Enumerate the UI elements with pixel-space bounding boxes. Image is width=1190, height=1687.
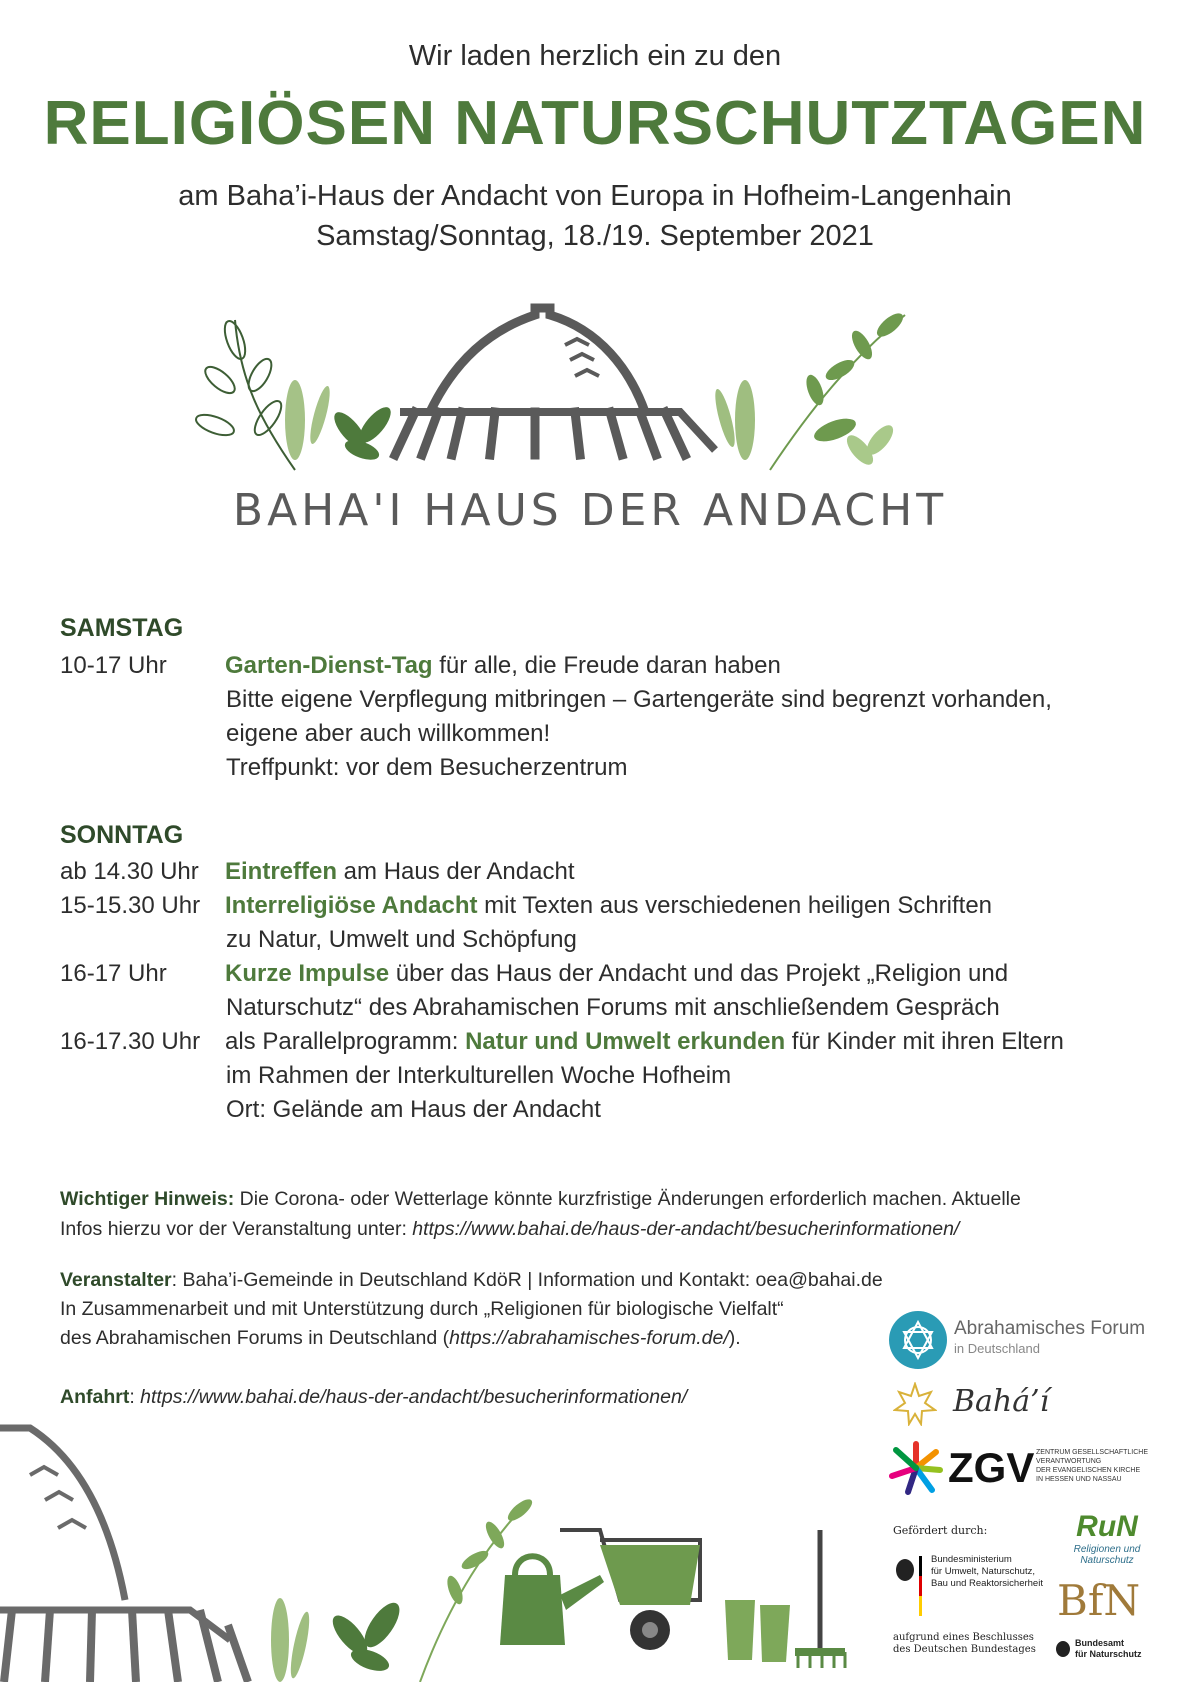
bahai-logo xyxy=(893,1380,1053,1430)
bundestag-text xyxy=(893,1632,1036,1656)
nine-pointed-star-icon xyxy=(893,1382,937,1426)
sunday-highlight: Interreligiöse Andacht xyxy=(225,892,478,919)
location-text: am Baha’i-Haus der Andacht von Europa in Hofheim-Langenhain xyxy=(178,180,1012,212)
sunday-time: 15-15.30 Uhr xyxy=(60,892,201,919)
organizer-line3-post: ). xyxy=(728,1327,741,1349)
zgv-sub-line: VERANTWORTUNG xyxy=(1036,1458,1102,1465)
abraham-line1: Abrahamisches Forum xyxy=(954,1318,1146,1339)
run-logo xyxy=(1062,1510,1152,1570)
zgv-subtext xyxy=(1036,1448,1148,1484)
directions-sep: : xyxy=(129,1386,141,1408)
notice-text: Die Corona- oder Wetterlage könnte kurzfristige Änderungen erforderlich machen. Aktuelle xyxy=(234,1188,1021,1210)
bmu-line: für Umwelt, Naturschutz, xyxy=(931,1566,1035,1577)
run-sub-line: Religionen und xyxy=(1073,1544,1141,1555)
notice-label: Wichtiger Hinweis: xyxy=(60,1188,235,1210)
bottom-garden-illustration xyxy=(0,1420,880,1682)
page-title: RELIGIÖSEN NATURSCHUTZTAGEN xyxy=(43,89,1147,158)
sunday-time: 16-17.30 Uhr xyxy=(60,1028,201,1055)
abraham-line2: in Deutschland xyxy=(954,1341,1040,1356)
zgv-logo xyxy=(888,1440,1153,1500)
bmu-text xyxy=(931,1554,1043,1590)
sunday-highlight: Natur und Umwelt erkunden xyxy=(465,1028,786,1055)
run-sub-line: Naturschutz xyxy=(1080,1555,1134,1566)
organizer-line2: In Zusammenarbeit und mit Unterstützung durch „Religionen für biologische Vielfalt“ xyxy=(60,1298,784,1320)
organizer-line3 xyxy=(60,1324,960,1353)
organizer-text: : Baha’i-Gemeinde in Deutschland KdöR | Information und Kontakt: oea@bahai.de xyxy=(171,1269,883,1291)
directions-label: Anfahrt xyxy=(60,1386,130,1408)
saturday-time: 10-17 Uhr xyxy=(60,652,167,679)
zgv-sub-line: IN HESSEN UND NASSAU xyxy=(1036,1476,1122,1483)
sunday-item xyxy=(60,889,992,923)
saturday-rest: für alle, die Freude daran haben xyxy=(432,652,781,679)
notice-url-link[interactable]: https://www.bahai.de/haus-der-andacht/besucherinformationen/ xyxy=(412,1218,960,1240)
bfn-logo xyxy=(1055,1578,1150,1678)
run-logo-text: RuN xyxy=(1076,1510,1138,1543)
sunday-pre: als Parallelprogramm: xyxy=(225,1028,466,1055)
sunday-rest: mit Texten aus verschiedenen heiligen Schriften xyxy=(477,892,993,919)
sunday-heading: SONNTAG xyxy=(60,821,184,849)
zgv-sub-line: DER EVANGELISCHEN KIRCHE xyxy=(1036,1467,1141,1474)
directions-url-link[interactable]: https://www.bahai.de/haus-der-andacht/besucherinformationen/ xyxy=(140,1386,688,1408)
intro-text: Wir laden herzlich ein zu den xyxy=(408,40,782,72)
sunday-item xyxy=(60,855,574,889)
notice-line2 xyxy=(60,1215,1140,1244)
sunday-rest: über das Haus der Andacht und das Projekt „Religion und xyxy=(389,960,1009,987)
bundestag-line: des Deutschen Bundestages xyxy=(893,1644,1036,1655)
bfn-sub-line: für Naturschutz xyxy=(1075,1649,1142,1659)
bmu-logo xyxy=(893,1552,1053,1622)
sunday-highlight: Kurze Impulse xyxy=(225,960,390,987)
abrahamisches-forum-logo xyxy=(888,1310,1153,1376)
saturday-highlight: Garten-Dienst-Tag xyxy=(225,652,433,679)
notice-line1 xyxy=(60,1185,1140,1214)
sunday-item xyxy=(60,957,1008,991)
bmu-line: Bundesministerium xyxy=(931,1554,1012,1565)
saturday-line2: Bitte eigene Verpflegung mitbringen – Gartengeräte sind begrenzt vorhanden, xyxy=(226,686,1052,713)
funded-by-label: Gefördert durch: xyxy=(893,1524,988,1537)
bfn-logo-text: BfN xyxy=(1057,1576,1141,1625)
sunday-time: 16-17 Uhr xyxy=(60,960,167,987)
bfn-subtext xyxy=(1075,1638,1142,1660)
sunday-cont: Naturschutz“ des Abrahamischen Forums mit anschließendem Gespräch xyxy=(226,994,1000,1021)
date-text: Samstag/Sonntag, 18./19. September 2021 xyxy=(316,220,874,252)
temple-with-leaves-icon xyxy=(190,300,990,580)
logo-text: BAHA'I HAUS DER ANDACHT xyxy=(232,485,948,536)
sunday-cont: Ort: Gelände am Haus der Andacht xyxy=(226,1096,601,1123)
saturday-line4: Treffpunkt: vor dem Besucherzentrum xyxy=(226,754,628,781)
abraham-url-link[interactable]: https://abrahamisches-forum.de/ xyxy=(449,1327,729,1349)
bmu-line: Bau und Reaktorsicherheit xyxy=(931,1578,1043,1589)
saturday-heading: SAMSTAG xyxy=(60,614,184,642)
sunday-item xyxy=(60,1025,1064,1059)
organizer-line1 xyxy=(60,1266,1060,1295)
saturday-line3: eigene aber auch willkommen! xyxy=(226,720,551,747)
notice-line2-text: Infos hierzu vor der Veranstaltung unter: xyxy=(60,1218,413,1240)
bahai-logo-text: Bahá’í xyxy=(953,1384,1050,1419)
sunday-cont: im Rahmen der Interkulturellen Woche Hofheim xyxy=(226,1062,732,1089)
sunday-highlight: Eintreffen xyxy=(225,858,338,885)
bahai-temple-logo xyxy=(190,300,990,580)
sunday-time: ab 14.30 Uhr xyxy=(60,858,199,885)
sunday-rest: am Haus der Andacht xyxy=(337,858,575,885)
bfn-sub-line: Bundesamt xyxy=(1075,1638,1125,1648)
directions-line xyxy=(60,1383,960,1412)
federal-eagle-icon xyxy=(1055,1640,1071,1658)
zgv-sub-line: ZENTRUM GESELLSCHAFTLICHE xyxy=(1036,1449,1149,1456)
organizer-line3-pre: des Abrahamischen Forums in Deutschland ( xyxy=(60,1327,450,1349)
saturday-event xyxy=(60,649,781,683)
sunday-cont: zu Natur, Umwelt und Schöpfung xyxy=(226,926,577,953)
zgv-star-icon xyxy=(888,1440,944,1496)
bundestag-line: aufgrund eines Beschlusses xyxy=(893,1632,1034,1643)
abrahamic-forum-icon xyxy=(888,1310,948,1370)
zgv-logo-text: ZGV xyxy=(948,1444,1035,1491)
organizer-label: Veranstalter xyxy=(60,1269,172,1291)
garden-tools-icon xyxy=(0,1420,880,1682)
sunday-rest: für Kinder mit ihren Eltern xyxy=(785,1028,1064,1055)
federal-eagle-icon xyxy=(893,1556,923,1618)
